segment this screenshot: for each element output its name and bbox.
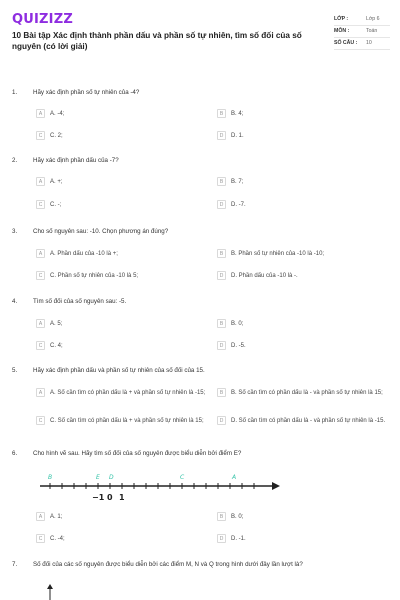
option-text: A. Số cần tìm có phần dấu là + và phần số tự nhiên là -15;: [50, 390, 206, 396]
point-b-label: B: [48, 474, 53, 481]
option-a[interactable]: [36, 177, 63, 186]
question-text: Hãy xác định phần số tự nhiên của -4?: [33, 89, 140, 96]
option-b[interactable]: [217, 512, 243, 521]
quizizz-logo: QUIZIZZ: [12, 12, 73, 27]
option-text: A. -4;: [50, 111, 65, 117]
option-text: B. 0;: [231, 321, 244, 327]
option-c[interactable]: [36, 271, 138, 280]
point-d-label: D: [109, 474, 114, 481]
meta-value: Toán: [366, 28, 378, 34]
option-a[interactable]: [36, 512, 62, 521]
option-text: A. Phần dấu của -10 là +;: [50, 251, 118, 257]
question-number: 7.: [12, 561, 18, 568]
option-letter: B: [217, 177, 226, 186]
meta-table: [334, 14, 390, 50]
vertical-axis-arrow-icon: [44, 584, 56, 600]
option-d[interactable]: [217, 416, 392, 425]
option-a[interactable]: [36, 388, 211, 397]
meta-value: Lớp 6: [366, 16, 380, 22]
option-a[interactable]: [36, 109, 64, 118]
option-d[interactable]: [217, 271, 298, 280]
question-text: Cho số nguyên sau: -10. Chọn phương án đúng?: [33, 228, 169, 235]
option-b[interactable]: [217, 388, 392, 397]
option-text: D. -1.: [231, 536, 246, 542]
document-title: 10 Bài tập Xác định thành phần dấu và phần số tự nhiên, tìm số đối của số nguyên (có lời giải): [12, 31, 302, 51]
option-letter: C: [36, 341, 45, 350]
option-d[interactable]: [217, 200, 246, 209]
option-letter: C: [36, 416, 45, 425]
point-c-label: C: [180, 474, 185, 481]
option-letter: D: [217, 341, 226, 350]
option-letter: A: [36, 177, 45, 186]
question-number: 6.: [12, 450, 18, 457]
point-e-label: E: [96, 474, 100, 481]
option-c[interactable]: [36, 534, 65, 543]
question-number: 1.: [12, 89, 18, 96]
meta-key: MÔN :: [334, 28, 350, 34]
question-text: Hãy xác định phần dấu và phần số tự nhiên của số đối của 15.: [33, 367, 205, 374]
option-b[interactable]: [217, 319, 243, 328]
option-letter: D: [217, 416, 226, 425]
option-b[interactable]: [217, 177, 243, 186]
point-a-label: A: [232, 474, 237, 481]
option-letter: A: [36, 109, 45, 118]
option-text: C. -4;: [50, 536, 65, 542]
option-text: D. 1.: [231, 133, 244, 139]
option-a[interactable]: [36, 319, 62, 328]
option-text: C. 4;: [50, 343, 63, 349]
question-number: 2.: [12, 157, 18, 164]
option-b[interactable]: [217, 249, 324, 258]
option-d[interactable]: [217, 341, 246, 350]
tick-label-zero: 0: [107, 493, 113, 502]
option-letter: B: [217, 512, 226, 521]
option-c[interactable]: [36, 341, 63, 350]
option-letter: C: [36, 534, 45, 543]
meta-row-class: [334, 14, 390, 26]
option-letter: B: [217, 249, 226, 258]
option-text: A. 5;: [50, 321, 63, 327]
option-text: B. 4;: [231, 111, 244, 117]
option-letter: C: [36, 200, 45, 209]
option-text: C. Phần số tự nhiên của -10 là 5;: [50, 273, 139, 279]
option-text: B. 7;: [231, 179, 244, 185]
meta-key: LỚP :: [334, 16, 349, 22]
meta-row-subject: [334, 26, 390, 38]
option-letter: A: [36, 512, 45, 521]
option-c[interactable]: [36, 131, 63, 140]
option-d[interactable]: [217, 534, 246, 543]
option-text: A. +;: [50, 179, 63, 185]
option-text: B. 0;: [231, 514, 244, 520]
number-line-figure: [40, 470, 280, 504]
option-text: B. Số cần tìm có phần dấu là - và phần số tự nhiên là 15;: [231, 390, 383, 396]
option-c[interactable]: [36, 416, 211, 425]
option-text: C. 2;: [50, 133, 63, 139]
option-letter: A: [36, 388, 45, 397]
option-letter: C: [36, 271, 45, 280]
option-letter: B: [217, 109, 226, 118]
option-letter: C: [36, 131, 45, 140]
question-number: 5.: [12, 367, 18, 374]
question-text: Cho hình vẽ sau. Hãy tìm số đối của số nguyên được biểu diễn bởi điểm E?: [33, 450, 242, 457]
meta-value: 10: [366, 40, 372, 46]
option-letter: A: [36, 249, 45, 258]
tick-label-minus-one: −1: [92, 493, 105, 502]
number-line-arrow-icon: [272, 482, 280, 490]
option-text: D. -5.: [231, 343, 246, 349]
option-letter: D: [217, 534, 226, 543]
meta-key: SỐ CÂU :: [334, 40, 358, 46]
option-letter: A: [36, 319, 45, 328]
option-letter: D: [217, 200, 226, 209]
option-letter: B: [217, 319, 226, 328]
option-text: C. -;: [50, 202, 62, 208]
option-text: D. -7.: [231, 202, 246, 208]
option-letter: D: [217, 271, 226, 280]
option-d[interactable]: [217, 131, 244, 140]
question-text: Hãy xác định phần dấu của -7?: [33, 157, 119, 164]
question-text: Tìm số đối của số nguyên sau: -5.: [33, 298, 127, 305]
option-letter: B: [217, 388, 226, 397]
option-text: A. 1;: [50, 514, 63, 520]
meta-row-count: [334, 38, 390, 50]
question-number: 3.: [12, 228, 18, 235]
option-text: B. Phần số tự nhiên của -10 là -10;: [231, 251, 325, 257]
question-number: 4.: [12, 298, 18, 305]
option-text: D. Số cần tìm có phần dấu là - và phần số tự nhiên là -15.: [231, 418, 386, 424]
tick-label-one: 1: [119, 493, 125, 502]
question-text: Số đối của các số nguyên được biểu diễn bởi các điểm M, N và Q trong hình dưới đây lần lượt là?: [33, 561, 303, 568]
option-b[interactable]: [217, 109, 243, 118]
option-text: C. Số cần tìm có phần dấu là + và phần số tự nhiên là 15;: [50, 418, 204, 424]
option-letter: D: [217, 131, 226, 140]
option-c[interactable]: [36, 200, 61, 209]
option-a[interactable]: [36, 249, 118, 258]
option-text: D. Phần dấu của -10 là -.: [231, 273, 298, 279]
